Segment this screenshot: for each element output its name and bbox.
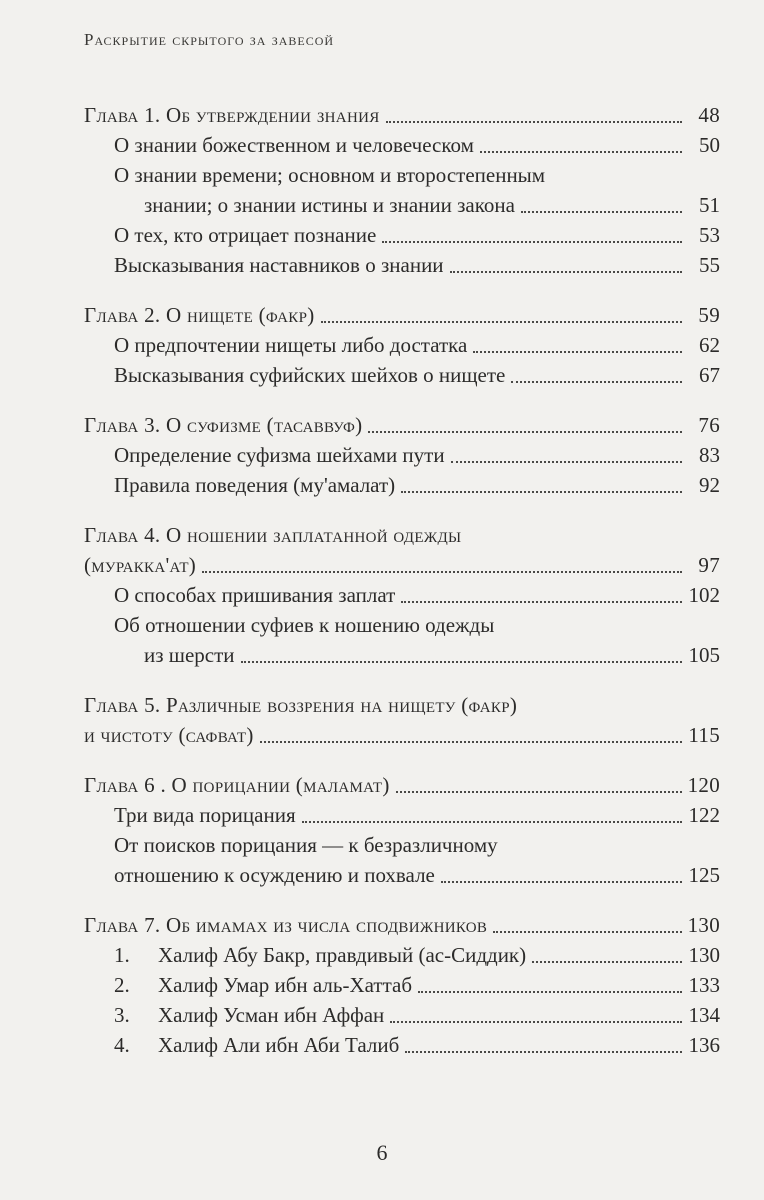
- page-ref: 97: [698, 553, 720, 577]
- toc-chapter-2: [84, 300, 720, 330]
- item-title: Халиф Умар ибн аль-Хаттаб: [158, 973, 413, 997]
- page-number: 6: [376, 1140, 388, 1165]
- toc-item: [84, 800, 720, 830]
- item-title-line1: От поисков порицания — к безразличному: [114, 833, 498, 857]
- toc-item: [84, 330, 720, 360]
- dot-leader: [202, 571, 682, 573]
- chapter-title-line1: Глава 5. Различные воззрения на нищету (факр): [84, 693, 518, 717]
- chapter-title: Глава 6 . О порицании (маламат): [84, 773, 390, 797]
- toc-item: [84, 250, 720, 280]
- toc-item: [84, 580, 720, 610]
- dot-leader: [390, 1021, 682, 1023]
- dot-leader: [368, 431, 682, 433]
- toc-item: [84, 860, 720, 890]
- dot-leader: [260, 741, 682, 743]
- table-of-contents: [84, 100, 720, 1060]
- toc-chapter-4: [84, 550, 720, 580]
- toc-item: [84, 220, 720, 250]
- page-ref: 50: [699, 133, 720, 157]
- page-ref: 59: [698, 303, 720, 327]
- toc-numbered-item: [84, 1030, 720, 1060]
- item-title: О тех, кто отрицает познание: [114, 223, 377, 247]
- chapter-title-line2: и чистоту (сафват): [84, 723, 254, 747]
- page-ref: 130: [687, 913, 720, 937]
- dot-leader: [418, 991, 682, 993]
- toc-item: [84, 190, 720, 220]
- page-ref: 55: [699, 253, 720, 277]
- chapter-title: Глава 3. О суфизме (тасаввуф): [84, 413, 363, 437]
- toc-item: [84, 360, 720, 390]
- page-ref: 62: [699, 333, 720, 357]
- page-ref: 67: [699, 363, 720, 387]
- item-title: Правила поведения (му'амалат): [114, 473, 396, 497]
- page-ref: 130: [688, 943, 720, 967]
- item-title: Высказывания суфийских шейхов о нищете: [114, 363, 506, 387]
- dot-leader: [401, 601, 682, 603]
- item-title: Высказывания наставников о знании: [114, 253, 444, 277]
- page-ref: 134: [688, 1003, 720, 1027]
- item-title: Халиф Усман ибн Аффан: [158, 1003, 385, 1027]
- item-title-line2: из шерсти: [144, 643, 235, 667]
- item-title: О способах пришивания заплат: [114, 583, 396, 607]
- item-title: Халиф Абу Бакр, правдивый (ас-Сиддик): [158, 943, 527, 967]
- page-ref: 136: [688, 1033, 720, 1057]
- toc-chapter-5: [84, 720, 720, 750]
- page-ref: 133: [688, 973, 720, 997]
- page-ref: 105: [688, 643, 720, 667]
- running-head: Раскрытие скрытого за завесой: [84, 30, 335, 49]
- dot-leader: [302, 821, 682, 823]
- toc-numbered-item: [84, 970, 720, 1000]
- toc-chapter-1: [84, 100, 720, 130]
- dot-leader: [382, 241, 682, 243]
- page-ref: 51: [699, 193, 720, 217]
- toc-numbered-item: [84, 1000, 720, 1030]
- chapter-title: Глава 1. Об утверждении знания: [84, 103, 380, 127]
- toc-chapter-7: [84, 910, 720, 940]
- page-ref: 53: [699, 223, 720, 247]
- dot-leader: [521, 211, 682, 213]
- dot-leader: [511, 381, 682, 383]
- item-title-line1: О знании времени; основном и второстепенным: [114, 163, 546, 187]
- item-title-line2: отношению к осуждению и похвале: [114, 863, 435, 887]
- page-ref: 92: [699, 473, 720, 497]
- toc-item: [84, 440, 720, 470]
- item-title-line1: Об отношении суфиев к ношению одежды: [114, 613, 495, 637]
- dot-leader: [396, 791, 682, 793]
- page-ref: 125: [688, 863, 720, 887]
- toc-item: [84, 640, 720, 670]
- item-title: О предпочтении нищеты либо достатка: [114, 333, 468, 357]
- toc-chapter-6: [84, 770, 720, 800]
- chapter-title-line1: Глава 4. О ношении заплатанной одежды: [84, 523, 462, 547]
- dot-leader: [493, 931, 681, 933]
- dot-leader: [473, 351, 682, 353]
- item-title: Три вида порицания: [114, 803, 296, 827]
- item-number: 4.: [114, 1033, 130, 1057]
- item-title-line2: знании; о знании истины и знании закона: [144, 193, 515, 217]
- page-ref: 83: [699, 443, 720, 467]
- page-ref: 115: [688, 723, 720, 747]
- item-number: 2.: [114, 973, 130, 997]
- toc-chapter-3: [84, 410, 720, 440]
- chapter-title-line2: (муракка'ат): [84, 553, 197, 577]
- page-ref: 48: [698, 103, 720, 127]
- item-number: 3.: [114, 1003, 130, 1027]
- toc-item: [84, 130, 720, 160]
- item-title: Халиф Али ибн Аби Талиб: [158, 1033, 400, 1057]
- chapter-title: Глава 7. Об имамах из числа сподвижников: [84, 913, 488, 937]
- dot-leader: [532, 961, 682, 963]
- dot-leader: [405, 1051, 682, 1053]
- dot-leader: [451, 461, 682, 463]
- dot-leader: [441, 881, 682, 883]
- page-ref: 120: [687, 773, 720, 797]
- toc-numbered-item: [84, 940, 720, 970]
- page-ref: 102: [688, 583, 720, 607]
- dot-leader: [401, 491, 682, 493]
- dot-leader: [386, 121, 682, 123]
- item-title: Определение суфизма шейхами пути: [114, 443, 445, 467]
- toc-item: [84, 470, 720, 500]
- item-title: О знании божественном и человеческом: [114, 133, 474, 157]
- chapter-title: Глава 2. О нищете (факр): [84, 303, 315, 327]
- dot-leader: [450, 271, 682, 273]
- page-ref: 122: [688, 803, 720, 827]
- dot-leader: [480, 151, 682, 153]
- page-ref: 76: [698, 413, 720, 437]
- dot-leader: [241, 661, 682, 663]
- dot-leader: [321, 321, 682, 323]
- item-number: 1.: [114, 943, 130, 967]
